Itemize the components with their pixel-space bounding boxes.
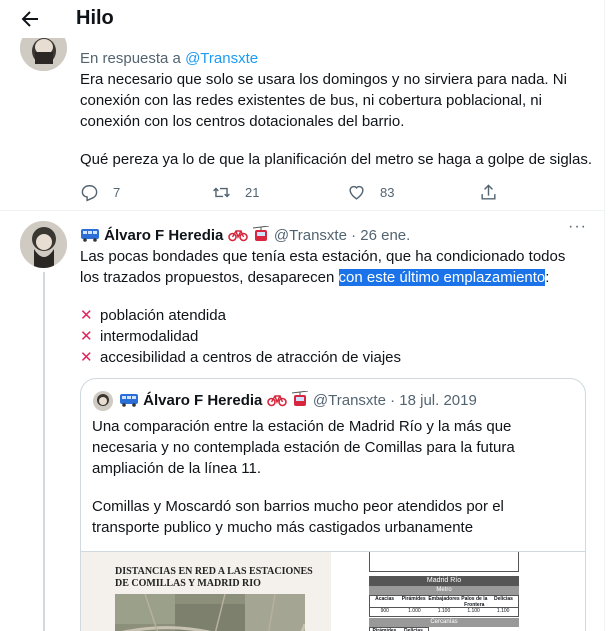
retweet-count: 21 xyxy=(245,184,260,200)
table-subheader: Metro xyxy=(369,586,519,595)
like-button[interactable] xyxy=(347,181,394,203)
table-values: 900 1.000 1.100 1.100 1.100 xyxy=(369,608,519,617)
quoted-date: · 18 jul. 2019 xyxy=(390,392,477,409)
bicycle-emoji-icon xyxy=(228,227,248,248)
cross-mark-icon: ✕ xyxy=(80,307,93,324)
map-graphic xyxy=(115,594,305,631)
quoted-text-line: Una comparación entre la estación de Madrid Río y la más que xyxy=(92,418,512,435)
retweet-button[interactable] xyxy=(212,181,259,203)
page-title: Hilo xyxy=(76,7,114,29)
bullet-item: ✕ intermodalidad xyxy=(80,328,199,345)
reply-context: En respuesta a @Transxte xyxy=(80,50,259,67)
tweet-actions xyxy=(80,181,500,203)
thread-line xyxy=(43,272,45,631)
cable-car-emoji-icon xyxy=(252,226,270,248)
selected-text: con este último emplazamiento xyxy=(338,269,546,286)
quoted-author-name: Álvaro F Heredia xyxy=(143,392,263,409)
bullet-item: ✕ accesibilidad a centros de atracción de viajes xyxy=(80,349,402,366)
map-subtitle: DE COMILLAS Y MADRID RIO xyxy=(115,578,261,589)
cross-mark-icon: ✕ xyxy=(80,328,93,345)
table-image[interactable] xyxy=(333,552,585,631)
bicycle-emoji-icon xyxy=(267,392,287,413)
thread-header xyxy=(0,0,604,37)
reply-button[interactable] xyxy=(80,181,120,203)
quoted-media[interactable] xyxy=(81,551,585,631)
cable-car-emoji-icon xyxy=(291,391,309,413)
quoted-text-line: ampliación de la línea 11. xyxy=(92,460,261,477)
tweet-separator xyxy=(0,210,604,211)
table-column-headers-2: Pirámides Delicias xyxy=(369,627,429,631)
quoted-tweet[interactable] xyxy=(80,378,586,631)
author-handle[interactable]: @Transxte xyxy=(273,227,347,244)
share-button[interactable] xyxy=(479,181,512,203)
column-divider xyxy=(604,0,605,631)
share-icon xyxy=(479,183,498,202)
avatar[interactable] xyxy=(20,221,67,268)
tweet-date[interactable]: · 26 ene. xyxy=(351,227,411,244)
author-name[interactable]: Álvaro F Heredia xyxy=(104,227,224,244)
tweet-text-line: Las pocas bondades que tenía esta estación, que ha condicionado todos xyxy=(80,248,566,265)
quoted-text-line: Comillas y Moscardó son barrios mucho peor atendidos por el xyxy=(92,498,504,515)
bus-emoji-icon xyxy=(119,392,139,413)
retweet-icon xyxy=(212,183,231,202)
table-top-cells xyxy=(369,552,519,572)
map-title: DISTANCIAS EN RED A LAS ESTACIONES xyxy=(115,566,313,577)
back-arrow-icon[interactable] xyxy=(18,7,42,31)
quoted-text-line: necesaria y no contemplada estación de Comillas para la futura xyxy=(92,439,515,456)
quoted-author-handle: @Transxte xyxy=(312,392,386,409)
like-count: 83 xyxy=(380,184,395,200)
quoted-text-line: transporte publico y mucho más castigados urbanamente xyxy=(92,519,474,536)
reply-handle-link[interactable]: @Transxte xyxy=(185,50,259,67)
cross-mark-icon: ✕ xyxy=(80,349,93,366)
reply-count: 7 xyxy=(113,184,121,200)
bullet-item: ✕ población atendida xyxy=(80,307,226,324)
quoted-author xyxy=(119,390,477,413)
tweet-text-line: los trazados propuestos, desaparecen con este último emplazamiento: xyxy=(80,269,550,286)
tweet-text-line: Qué pereza ya lo de que la planificación del metro se haga a golpe de siglas. xyxy=(80,151,592,168)
table-row-label: Cercanías xyxy=(369,618,519,627)
bus-emoji-icon xyxy=(80,227,100,248)
quoted-avatar xyxy=(93,391,113,411)
heart-icon xyxy=(347,183,366,202)
table-header: Madrid Río xyxy=(369,576,519,586)
tweet-author xyxy=(80,225,410,248)
map-image[interactable] xyxy=(81,552,331,631)
reply-icon xyxy=(80,183,99,202)
tweet-text-line: Era necesario que solo se usara los domingos y no sirviera para nada. Ni xyxy=(80,71,567,88)
table-column-headers: Acacias Pirámides Embajadores Palos de la Frontera Delicias xyxy=(369,595,519,608)
tweet-text-line: conexión con los centros dotacionales del barrio. xyxy=(80,113,405,130)
tweet-text-line: conexión con las redes existentes de bus, ni cobertura poblacional, ni xyxy=(80,92,542,109)
more-options-button[interactable]: ··· xyxy=(568,218,587,235)
